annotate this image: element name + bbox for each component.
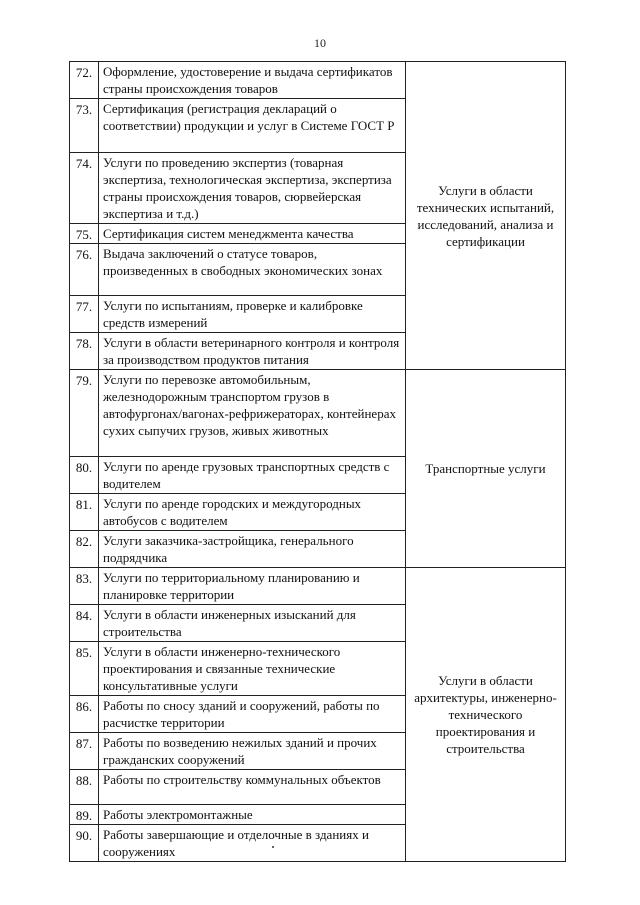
row-number: 90. <box>70 825 99 862</box>
category-cell: Транспортные услуги <box>406 370 566 568</box>
service-name: Работы по возведению нежилых зданий и прочих гражданских сооружений <box>99 733 406 770</box>
service-name: Работы электромонтажные <box>99 805 406 825</box>
table-row <box>70 370 566 457</box>
service-name: Услуги по перевозке автомобильным, железнодорожным транспортом грузов в автофургонах/вагонах-рефрижераторах, контейнерах сухих сыпучих грузов, живых животных <box>99 370 406 457</box>
service-name: Услуги в области инженерно-технического проектирования и связанные технические консультативные услуги <box>99 642 406 696</box>
row-number: 75. <box>70 224 99 244</box>
service-name: Работы по строительству коммунальных объектов <box>99 770 406 805</box>
row-number: 86. <box>70 696 99 733</box>
row-number: 83. <box>70 568 99 605</box>
row-number: 81. <box>70 494 99 531</box>
scan-speck <box>272 846 274 848</box>
table-row <box>70 62 566 99</box>
row-number: 82. <box>70 531 99 568</box>
service-name: Выдача заключений о статусе товаров, произведенных в свободных экономических зонах <box>99 244 406 296</box>
row-number: 78. <box>70 333 99 370</box>
category-cell: Услуги в области технических испытаний, исследований, анализа и сертификации <box>406 62 566 370</box>
row-number: 72. <box>70 62 99 99</box>
service-name: Услуги по проведению экспертиз (товарная экспертиза, технологическая экспертиза, экспертиза страны происхождения товаров, сюрвейерская экспертиза и т.д.) <box>99 153 406 224</box>
row-number: 77. <box>70 296 99 333</box>
service-name: Сертификация систем менеджмента качества <box>99 224 406 244</box>
row-number: 88. <box>70 770 99 805</box>
row-number: 84. <box>70 605 99 642</box>
service-name: Работы завершающие и отделочные в зданиях и сооружениях <box>99 825 406 862</box>
services-table <box>69 61 566 862</box>
row-number: 85. <box>70 642 99 696</box>
row-number: 73. <box>70 99 99 153</box>
category-cell: Услуги в области архитектуры, инженерно-технического проектирования и строительства <box>406 568 566 862</box>
row-number: 74. <box>70 153 99 224</box>
row-number: 87. <box>70 733 99 770</box>
table-row <box>70 568 566 605</box>
service-name: Сертификация (регистрация деклараций о соответствии) продукции и услуг в Системе ГОСТ Р <box>99 99 406 153</box>
service-name: Услуги по испытаниям, проверке и калибровке средств измерений <box>99 296 406 333</box>
row-number: 89. <box>70 805 99 825</box>
row-number: 76. <box>70 244 99 296</box>
service-name: Работы по сносу зданий и сооружений, работы по расчистке территории <box>99 696 406 733</box>
page-number: 10 <box>314 36 326 50</box>
service-name: Оформление, удостоверение и выдача сертификатов страны происхождения товаров <box>99 62 406 99</box>
service-name: Услуги по аренде городских и междугородных автобусов с водителем <box>99 494 406 531</box>
service-name: Услуги по территориальному планированию и планировке территории <box>99 568 406 605</box>
row-number: 80. <box>70 457 99 494</box>
row-number: 79. <box>70 370 99 457</box>
service-name: Услуги в области ветеринарного контроля и контроля за производством продуктов питания <box>99 333 406 370</box>
service-name: Услуги в области инженерных изысканий для строительства <box>99 605 406 642</box>
service-name: Услуги заказчика-застройщика, генерального подрядчика <box>99 531 406 568</box>
service-name: Услуги по аренде грузовых транспортных средств с водителем <box>99 457 406 494</box>
